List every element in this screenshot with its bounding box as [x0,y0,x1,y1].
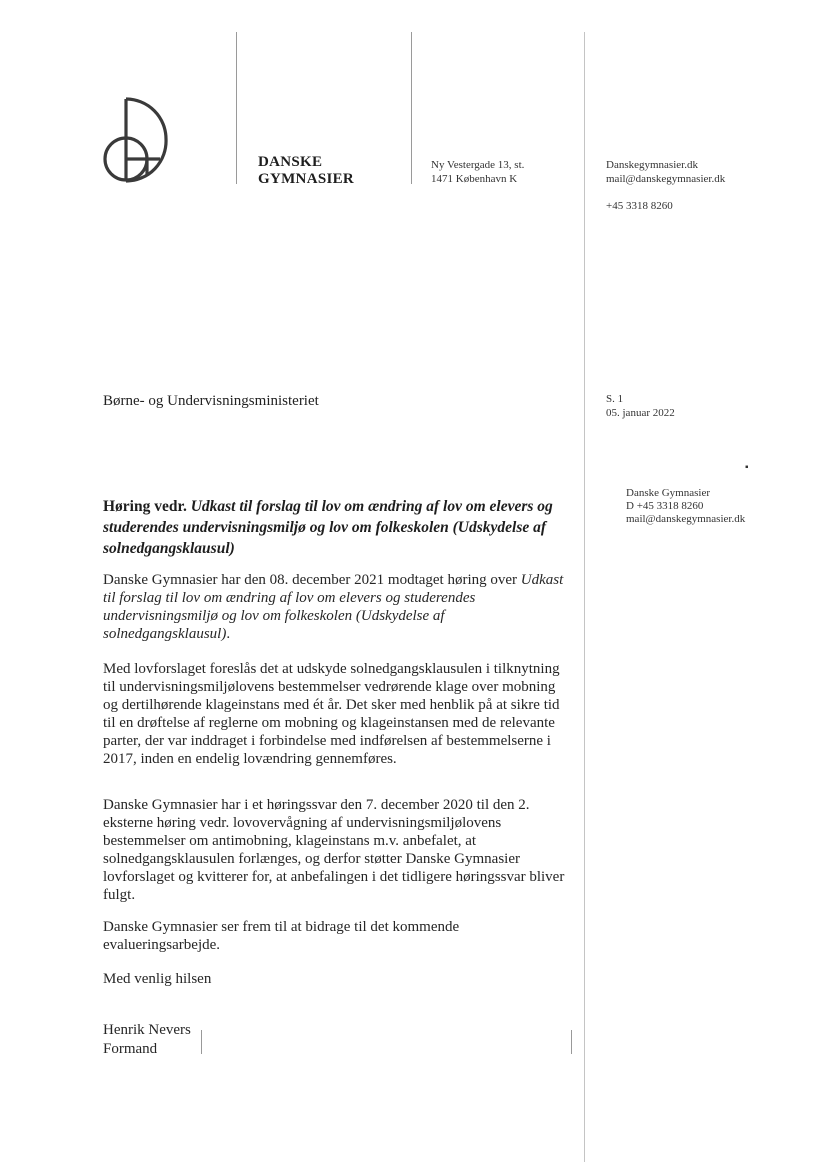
p1-end: . [226,626,231,642]
sender-name: Danske Gymnasier [626,487,711,499]
address-line2: 1471 København K [431,173,518,185]
page-number: S. 1 [606,393,624,405]
signature [103,1021,191,1059]
subject-heading [103,496,573,559]
recipient: Børne- og Undervisningsministeriet [103,393,319,409]
closing [103,970,573,988]
stray-mark-icon: ▪ [745,462,749,473]
phone-text: +45 3318 8260 [606,200,673,212]
margin-line [584,32,585,1162]
paragraph-1 [103,571,573,643]
p2-text: Med lovforslaget foreslås det at udskyde solnedgangsklausulen i tilknytning til undervisningsmiljølovens bestemmelser vedrørende klage over mobning og dertilhørende klageinstans med ét år. Det sker med henblik på at sikre tid til en drøftelse af reglerne om mobning og klageinstansen med de relevante parter, der var inddraget i forbindelse med indførelsen af bestemmelserne i 2017, inden en endelig lovændring gennemføres. [103,661,560,767]
paragraph-3 [103,796,573,904]
sender-email: mail@danskegymnasier.dk [626,513,746,525]
subject-title: Udkast til forslag til lov om ændring af lov om elevers og studerendes undervisningsmiljø og lov om folkeskolen (Udskydelse af solnedgangsklausul) [103,498,553,557]
divider-line [411,32,412,184]
org-name-line1: DANSKE [258,154,323,170]
address-line1: Ny Vestergade 13, st. [431,159,525,171]
address [431,158,524,186]
closing-text: Med venlig hilsen [103,971,212,987]
p1-start: Danske Gymnasier har den 08. december 2021 modtaget høring over [103,572,521,588]
paragraph-2 [103,660,573,768]
website-text: Danskegymnasier.dk [606,159,698,171]
logo-icon [100,95,172,185]
p4-text: Danske Gymnasier ser frem til at bidrage til det kommende evalueringsarbejde. [103,919,460,953]
p1-italic: Udkast til forslag til lov om ændring af lov om elevers og studerendes undervisningsmiljø og lov om folkeskolen (Udskydelse af solnedgangsklausul) [103,572,564,642]
divider-line [236,32,237,184]
signature-tick-line [201,1030,202,1054]
letter-date: 05. januar 2022 [606,407,675,419]
paragraph-4 [103,918,573,954]
contact-info [606,158,725,186]
email-text: mail@danskegymnasier.dk [606,173,726,185]
org-name-line2: GYMNASIER [258,171,355,187]
sender-phone: D +45 3318 8260 [626,500,704,512]
sender-block [626,487,745,526]
letter-meta [606,392,675,420]
right-tick-line [571,1030,572,1054]
signature-name: Henrik Nevers [103,1022,191,1038]
subject-prefix: Høring vedr. [103,498,191,515]
org-name [258,154,354,188]
signature-title: Formand [103,1041,158,1057]
p3-text: Danske Gymnasier har i et høringssvar den 7. december 2020 til den 2. eksterne høring vedr. lovovervågning af undervisningsmiljølovens bestemmelser om antimobning, klageinstans m.v. anbefalet, at solnedgangsklausulen forlænges, og derfor støtter Danske Gymnasier lovforslaget og kvitterer for, at anbefalingen i det tidligere høringssvar bliver fulgt. [103,797,565,903]
